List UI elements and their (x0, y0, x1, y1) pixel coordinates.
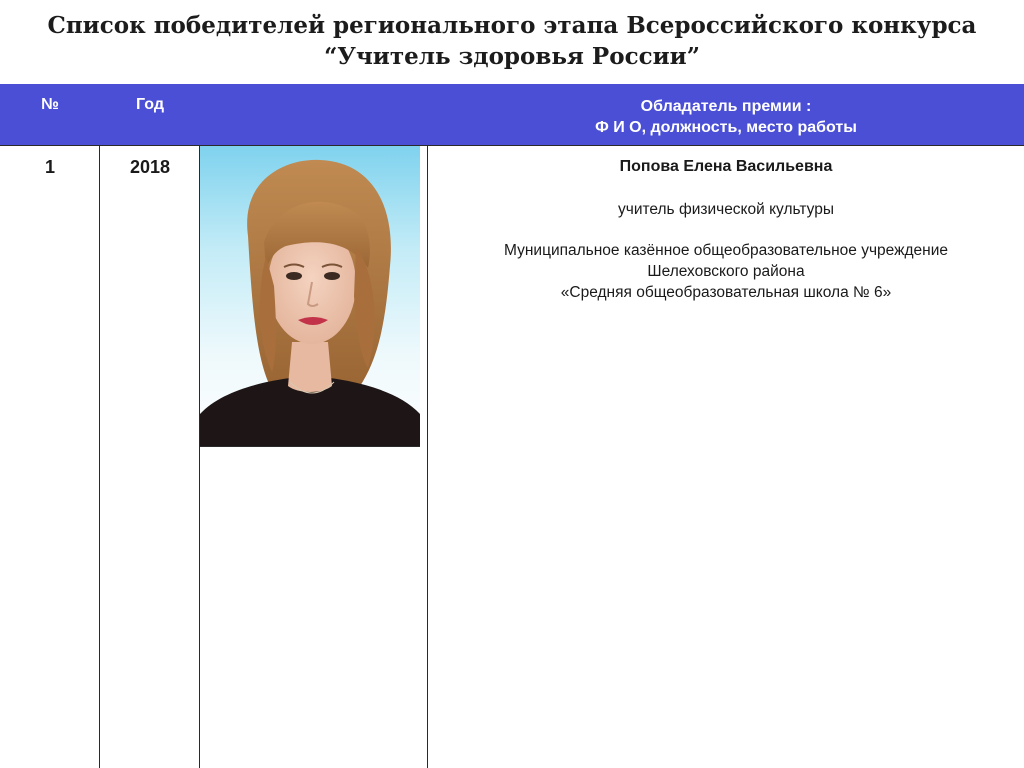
workplace-line-1: Муниципальное казённое общеобразовательное учреждение (504, 242, 948, 259)
row-year: 2018 (129, 157, 171, 177)
page-title-line-2: “Учитель здоровья России” (324, 43, 700, 70)
winner-info (428, 158, 1024, 303)
photo-border (200, 446, 420, 447)
column-divider-1 (99, 146, 100, 768)
page-title-line-1: Список победителей регионального этапа Всероссийского конкурса (47, 12, 977, 39)
winner-photo (200, 146, 420, 446)
header-owner-line-2: Ф И О, должность, место работы (595, 119, 857, 136)
winner-name: Попова Елена Васильевна (619, 158, 833, 175)
workplace-line-2: Шелеховского района (647, 263, 805, 280)
header-owner (428, 96, 1024, 138)
winner-position: учитель физической культуры (618, 201, 834, 218)
header-year: Год (136, 96, 164, 113)
winner-workplace (428, 240, 1024, 303)
portrait-image (200, 146, 420, 446)
row-number: 1 (44, 157, 55, 177)
header-owner-line-1: Обладатель премии : (640, 98, 812, 115)
page-title (0, 10, 1024, 72)
header-number: № (41, 96, 59, 113)
table-top-border (0, 145, 1024, 146)
workplace-line-3: «Средняя общеобразовательная школа № 6» (560, 284, 892, 301)
table-header (0, 84, 1024, 145)
